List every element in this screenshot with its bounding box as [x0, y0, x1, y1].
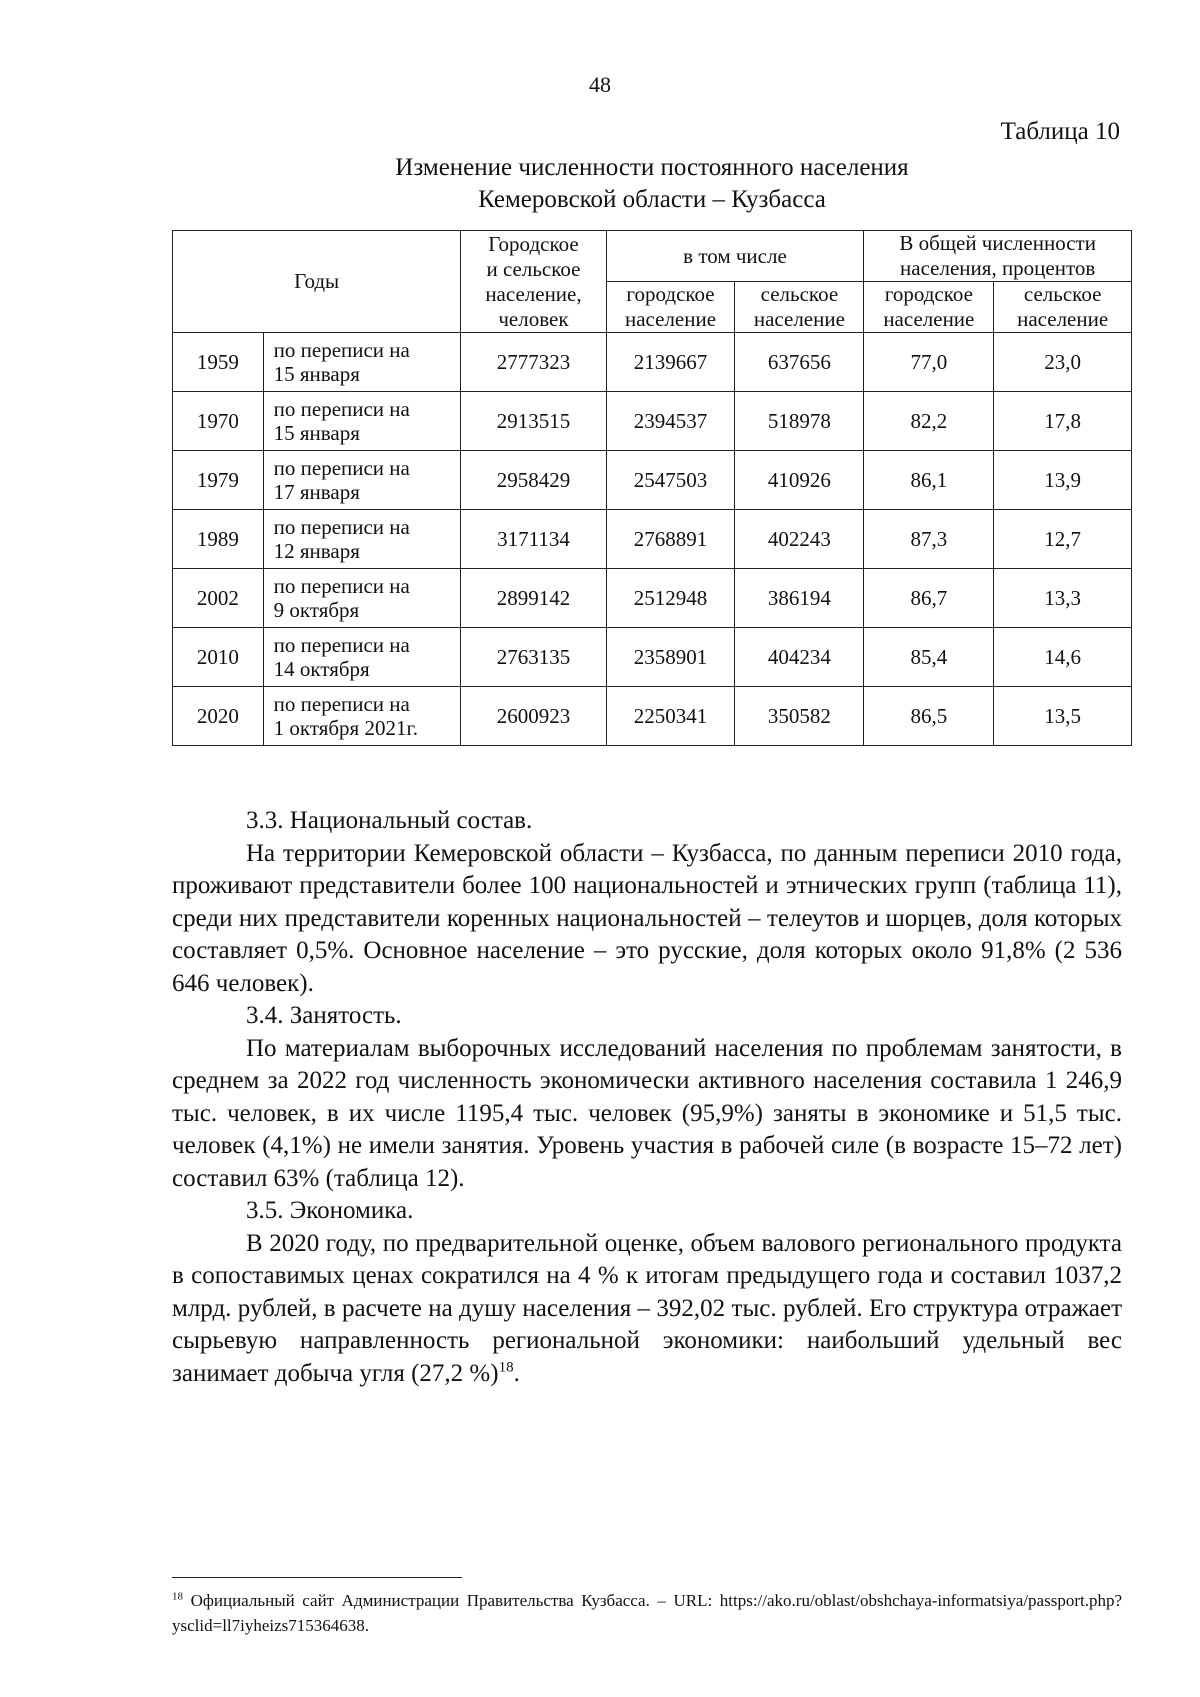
- table-row: [173, 333, 1132, 392]
- cell-census-date: [263, 333, 461, 392]
- population-table: [172, 230, 1132, 746]
- cell-rural-share: 14,6: [994, 628, 1132, 687]
- cell-total-population: 3171134: [461, 510, 606, 569]
- census-date-line: 14 октября: [273, 657, 370, 681]
- cell-total-population: 2958429: [461, 451, 606, 510]
- census-date-line: 1 октября 2021г.: [273, 716, 418, 740]
- paragraph-economy-text: В 2020 году, по предварительной оценке, объем валового регионального продукта в сопоставимых ценах сократился на 4 % к итогам предыдущего года и составил 1037,2 млрд. рублей, в расчете на душу населения – 392,02 тыс. рублей. Его структура отражает сырьевую направленность региональной экономики: наибольший удельный вес занимает добыча угля (27,2 %): [172, 1229, 1122, 1387]
- cell-year: 1989: [173, 510, 264, 569]
- cell-urban-population: 2358901: [606, 628, 735, 687]
- cell-rural-share: 13,9: [994, 451, 1132, 510]
- cell-urban-share: 82,2: [864, 392, 994, 451]
- cell-rural-share: 23,0: [994, 333, 1132, 392]
- footnote: [172, 1588, 1122, 1638]
- table-row: [173, 687, 1132, 746]
- paragraph-economy-end: .: [513, 1359, 520, 1387]
- cell-rural-population: 350582: [735, 687, 864, 746]
- header-line: сельское: [1023, 282, 1102, 306]
- cell-year: 1979: [173, 451, 264, 510]
- footnote-divider: [172, 1577, 462, 1578]
- table-title: [172, 152, 1132, 216]
- body-text: [172, 805, 1122, 1390]
- cell-urban-population: 2768891: [606, 510, 735, 569]
- footnote-marker: 18: [172, 1590, 183, 1603]
- cell-rural-share: 13,5: [994, 687, 1132, 746]
- cell-rural-population: 404234: [735, 628, 864, 687]
- cell-urban-population: 2547503: [606, 451, 735, 510]
- header-rural-share: [994, 282, 1132, 333]
- cell-urban-population: 2512948: [606, 569, 735, 628]
- cell-urban-population: 2250341: [606, 687, 735, 746]
- table-row: [173, 569, 1132, 628]
- cell-urban-share: 85,4: [864, 628, 994, 687]
- cell-rural-share: 12,7: [994, 510, 1132, 569]
- header-including: в том числе: [606, 231, 864, 282]
- cell-urban-population: 2394537: [606, 392, 735, 451]
- header-urban-share: [864, 282, 994, 333]
- cell-rural-population: 637656: [735, 333, 864, 392]
- census-date-line: 9 октября: [273, 598, 360, 622]
- header-line: городское: [884, 282, 973, 306]
- header-line: городское: [626, 282, 715, 306]
- table-title-line: Кемеровской области – Кузбасса: [478, 186, 826, 213]
- census-date-line: по переписи на: [273, 515, 410, 539]
- census-date-line: 15 января: [273, 421, 360, 445]
- census-date-line: по переписи на: [273, 338, 410, 362]
- cell-total-population: 2600923: [461, 687, 606, 746]
- cell-census-date: [263, 687, 461, 746]
- header-line: население: [1017, 307, 1109, 331]
- header-line: В общей численности: [899, 231, 1096, 255]
- census-date-line: по переписи на: [273, 456, 410, 480]
- section-heading-3-5: 3.5. Экономика.: [246, 1197, 414, 1224]
- cell-census-date: [263, 451, 461, 510]
- header-urban-population: [606, 282, 735, 333]
- page-number: 48: [589, 72, 611, 97]
- cell-urban-share: 77,0: [864, 333, 994, 392]
- table-row: [173, 392, 1132, 451]
- cell-total-population: 2777323: [461, 333, 606, 392]
- cell-year: 2020: [173, 687, 264, 746]
- paragraph-employment: По материалам выборочных исследований населения по проблемам занятости, в среднем за 2022 год численность экономически активного населения составила 1 246,9 тыс. человек, в их числе 1195,4 тыс. человек (95,9%) заняты в экономике и 51,5 тыс. человек (4,1%) не имели занятия. Уровень участия в рабочей силе (в возрасте 15–72 лет) составил 63% (таблица 12).: [172, 1034, 1122, 1192]
- cell-year: 2002: [173, 569, 264, 628]
- cell-census-date: [263, 628, 461, 687]
- header-rural-population: [735, 282, 864, 333]
- header-line: население: [753, 307, 845, 331]
- table-title-line: Изменение численности постоянного населения: [395, 154, 909, 181]
- footnote-text: Официальный сайт Администрации Правительства Кузбасса. – URL: https://ako.ru/oblast/obshchaya-informatsiya/passport.php?ysclid=ll7iyheizs715364638.: [172, 1591, 1123, 1635]
- section-heading-3-4: 3.4. Занятость.: [246, 1002, 402, 1029]
- cell-rural-population: 402243: [735, 510, 864, 569]
- header-line: население: [883, 307, 975, 331]
- header-line: население,: [485, 281, 582, 306]
- header-line: население: [625, 307, 717, 331]
- cell-urban-share: 86,7: [864, 569, 994, 628]
- cell-urban-population: 2139667: [606, 333, 735, 392]
- cell-rural-share: 17,8: [994, 392, 1132, 451]
- paragraph-national-composition: На территории Кемеровской области – Кузбасса, по данным переписи 2010 года, проживают представители более 100 национальностей и этнических групп (таблица 11), среди них представители коренных национальностей – телеутов и шорцев, доля которых составляет 0,5%. Основное население – это русские, доля которых около 91,8% (2 536 646 человек).: [172, 839, 1122, 997]
- cell-rural-population: 518978: [735, 392, 864, 451]
- cell-census-date: [263, 392, 461, 451]
- header-line: человек: [498, 306, 569, 331]
- cell-total-population: 2913515: [461, 392, 606, 451]
- cell-total-population: 2763135: [461, 628, 606, 687]
- header-line: населения, процентов: [900, 256, 1096, 280]
- table-label: Таблица 10: [1000, 118, 1120, 145]
- census-date-line: по переписи на: [273, 633, 410, 657]
- table-row: [173, 510, 1132, 569]
- table-row: [173, 451, 1132, 510]
- footnote-reference[interactable]: 18: [498, 1359, 514, 1376]
- table-row: [173, 628, 1132, 687]
- cell-census-date: [263, 510, 461, 569]
- census-date-line: по переписи на: [273, 574, 410, 598]
- cell-rural-population: 410926: [735, 451, 864, 510]
- cell-total-population: 2899142: [461, 569, 606, 628]
- header-share: [864, 231, 1132, 282]
- census-date-line: по переписи на: [273, 397, 410, 421]
- cell-census-date: [263, 569, 461, 628]
- header-total-population: [461, 231, 606, 333]
- section-heading-3-3: 3.3. Национальный состав.: [246, 807, 533, 834]
- header-years: Годы: [173, 231, 461, 333]
- table-body: [173, 333, 1132, 746]
- cell-urban-share: 87,3: [864, 510, 994, 569]
- cell-year: 1959: [173, 333, 264, 392]
- cell-year: 2010: [173, 628, 264, 687]
- cell-year: 1970: [173, 392, 264, 451]
- header-line: сельское: [760, 282, 839, 306]
- census-date-line: 12 января: [273, 539, 360, 563]
- cell-urban-share: 86,5: [864, 687, 994, 746]
- cell-rural-share: 13,3: [994, 569, 1132, 628]
- cell-rural-population: 386194: [735, 569, 864, 628]
- census-date-line: 17 января: [273, 480, 360, 504]
- census-date-line: по переписи на: [273, 692, 410, 716]
- cell-urban-share: 86,1: [864, 451, 994, 510]
- census-date-line: 15 января: [273, 362, 360, 386]
- header-line: и сельское: [486, 256, 581, 281]
- paragraph-economy: [172, 1228, 1122, 1391]
- header-line: Городское: [488, 231, 579, 256]
